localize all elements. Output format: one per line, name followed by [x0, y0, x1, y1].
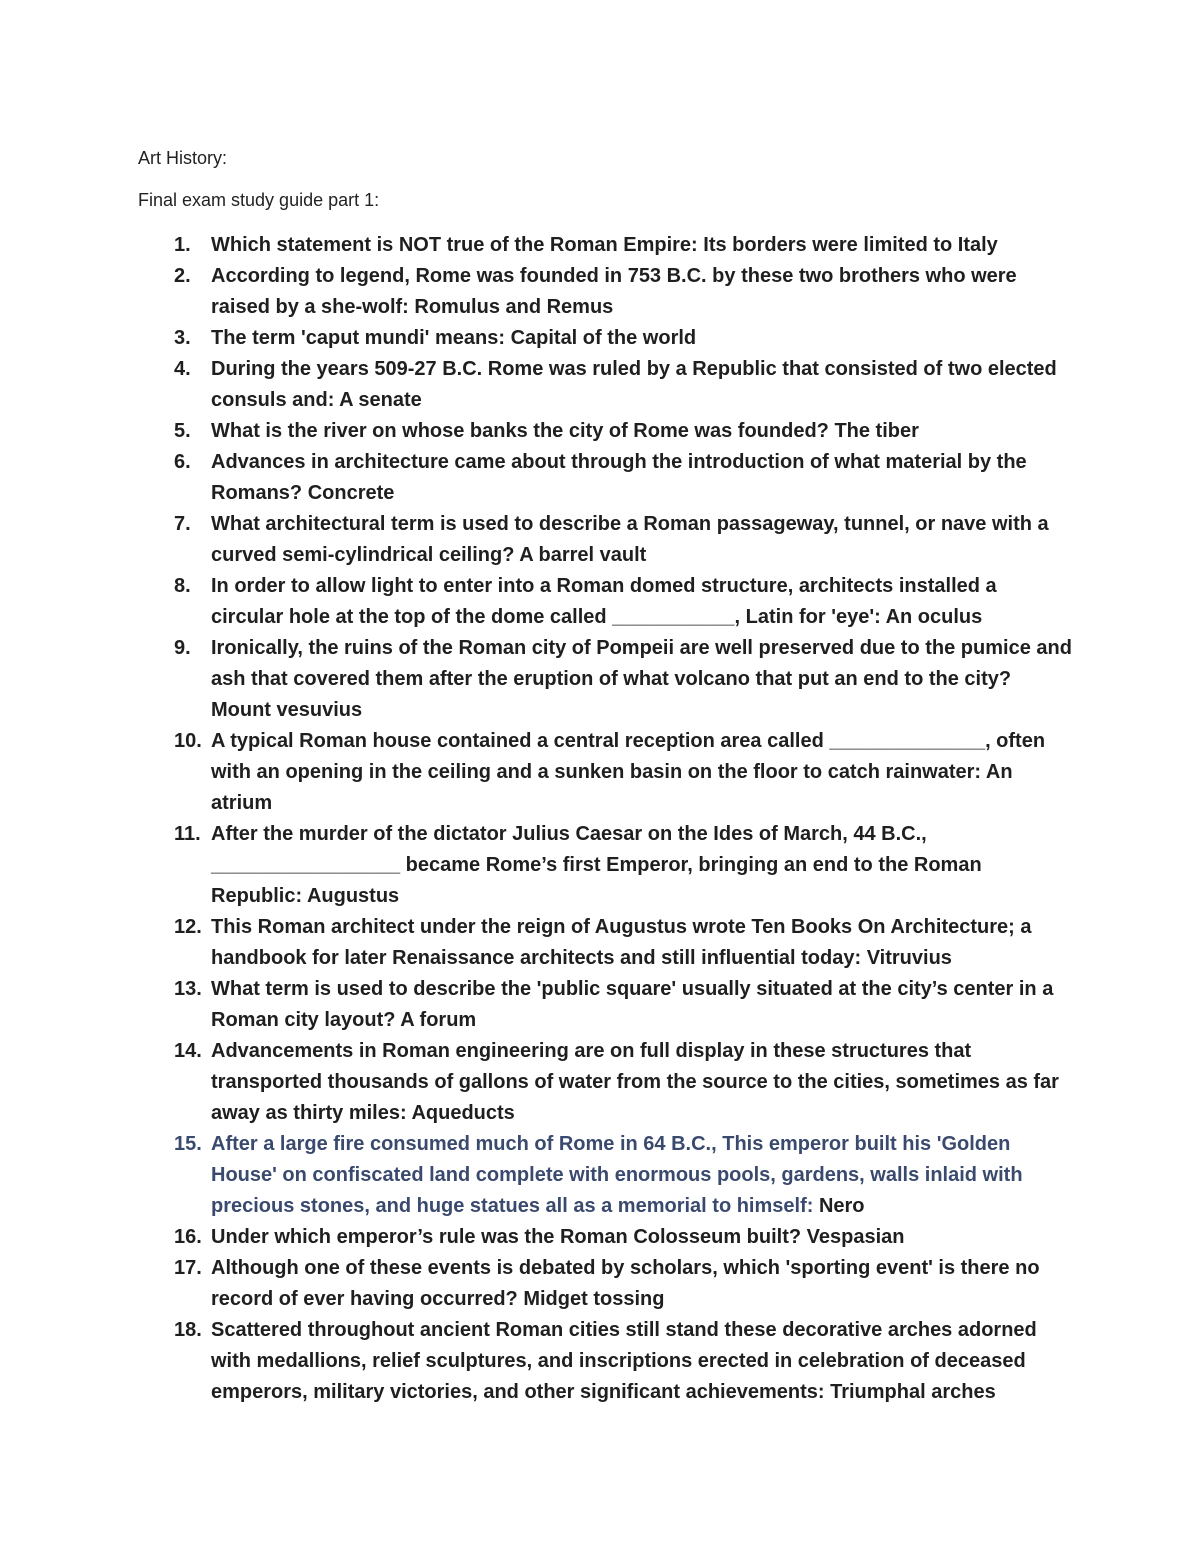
question-item-18 — [174, 1315, 1074, 1408]
question-item-11 — [174, 819, 1074, 912]
question-item-2 — [174, 261, 1074, 323]
answer-text: Its borders were limited to Italy — [703, 234, 998, 256]
question-text: According to legend, Rome was founded in 753 B.C. by these two brothers who were raised by a she-wolf: — [211, 265, 1017, 318]
question-number: 10. — [174, 730, 202, 752]
answer-text: Vitruvius — [866, 947, 952, 969]
question-item-6 — [174, 447, 1074, 509]
question-item-7 — [174, 509, 1074, 571]
question-text: Advances in architecture came about through the introduction of what material by the Romans? — [211, 451, 1027, 504]
question-text: The term 'caput mundi' means: — [211, 327, 511, 349]
question-number: 4. — [174, 358, 191, 380]
answer-text: Capital of the world — [510, 327, 697, 349]
answer-text: A forum — [400, 1009, 477, 1031]
answer-text: Romulus and Remus — [414, 296, 614, 318]
question-item-13 — [174, 974, 1074, 1036]
question-number: 5. — [174, 420, 191, 442]
question-text: After the murder of the dictator Julius Caesar on the Ides of March, 44 B.C., _________________ became Rome’s first Emperor, bringing an end to the Roman Republic: — [211, 823, 982, 907]
question-text: Advancements in Roman engineering are on full display in these structures that transported thousands of gallons of water from the source to the cities, sometimes as far away as thirty miles: — [211, 1040, 1059, 1124]
question-text: What term is used to describe the 'public square' usually situated at the city’s center in a Roman city layout? — [211, 978, 1054, 1031]
question-text: What architectural term is used to describe a Roman passageway, tunnel, or nave with a curved semi-cylindrical ceiling? — [211, 513, 1049, 566]
question-item-16 — [174, 1222, 1074, 1253]
document-title: Art History: — [138, 148, 228, 168]
question-number: 12. — [174, 916, 202, 938]
question-text: Under which emperor’s rule was the Roman Colosseum built? — [211, 1226, 807, 1248]
question-number: 3. — [174, 327, 191, 349]
question-number: 16. — [174, 1226, 202, 1248]
question-number: 9. — [174, 637, 191, 659]
answer-text: Concrete — [307, 482, 395, 504]
answer-text: Aqueducts — [411, 1102, 515, 1124]
answer-text: A barrel vault — [519, 544, 647, 566]
question-item-1 — [174, 230, 1074, 261]
question-text: Ironically, the ruins of the Roman city of Pompeii are well preserved due to the pumice and ash that covered them after the eruption of what volcano that put an end to the city? — [211, 637, 1072, 690]
question-number: 13. — [174, 978, 202, 1000]
question-text: Scattered throughout ancient Roman cities still stand these decorative arches adorned with medallions, relief sculptures, and inscriptions erected in celebration of deceased emperors, military victories, and other significant achievements: — [211, 1319, 1037, 1403]
question-text: After a large fire consumed much of Rome in 64 B.C., This emperor built his 'Golden House' on confiscated land complete with enormous pools, gardens, walls inlaid with precious stones, and huge statues all as a memorial to himself: — [211, 1133, 1023, 1217]
question-item-17 — [174, 1253, 1074, 1315]
answer-text: Nero — [818, 1195, 865, 1217]
question-number: 8. — [174, 575, 191, 597]
question-text: Which statement is NOT true of the Roman Empire: — [211, 234, 704, 256]
document-subtitle: Final exam study guide part 1: — [138, 190, 380, 210]
question-number: 11. — [174, 823, 201, 845]
question-number: 7. — [174, 513, 191, 535]
question-item-4 — [174, 354, 1074, 416]
question-number: 18. — [174, 1319, 202, 1341]
question-item-15 — [174, 1129, 1074, 1222]
question-item-5 — [174, 416, 1074, 447]
question-item-12 — [174, 912, 1074, 974]
question-item-10 — [174, 726, 1074, 819]
question-list — [174, 230, 1074, 1408]
question-number: 1. — [174, 234, 191, 256]
question-text: During the years 509-27 B.C. Rome was ruled by a Republic that consisted of two elected consuls and: — [211, 358, 1057, 411]
question-item-8 — [174, 571, 1074, 633]
answer-text: A senate — [339, 389, 422, 411]
answer-text: The tiber — [834, 420, 919, 442]
question-item-3 — [174, 323, 1074, 354]
question-item-9 — [174, 633, 1074, 726]
question-number: 6. — [174, 451, 191, 473]
answer-text: Triumphal arches — [830, 1381, 996, 1403]
answer-text: An atrium — [211, 761, 1013, 814]
answer-text: Midget tossing — [523, 1288, 665, 1310]
question-text: In order to allow light to enter into a Roman domed structure, architects installed a circular hole at the top of the dome called ___________, Latin for 'eye': — [211, 575, 997, 628]
question-item-14 — [174, 1036, 1074, 1129]
question-number: 2. — [174, 265, 191, 287]
answer-text: Mount vesuvius — [211, 699, 363, 721]
question-text: This Roman architect under the reign of Augustus wrote Ten Books On Architecture; a handbook for later Renaissance architects and still influential today: — [211, 916, 1032, 969]
answer-text: Vespasian — [806, 1226, 905, 1248]
question-number: 14. — [174, 1040, 202, 1062]
question-text: A typical Roman house contained a central reception area called ______________, often with an opening in the ceiling and a sunken basin on the floor to catch rainwater: — [211, 730, 1046, 783]
question-number: 15. — [174, 1133, 202, 1155]
question-text: What is the river on whose banks the city of Rome was founded? — [211, 420, 835, 442]
answer-text: Augustus — [306, 885, 400, 907]
question-number: 17. — [174, 1257, 202, 1279]
question-text: Although one of these events is debated by scholars, which 'sporting event' is there no record of ever having occurred? — [211, 1257, 1040, 1310]
answer-text: An oculus — [885, 606, 983, 628]
